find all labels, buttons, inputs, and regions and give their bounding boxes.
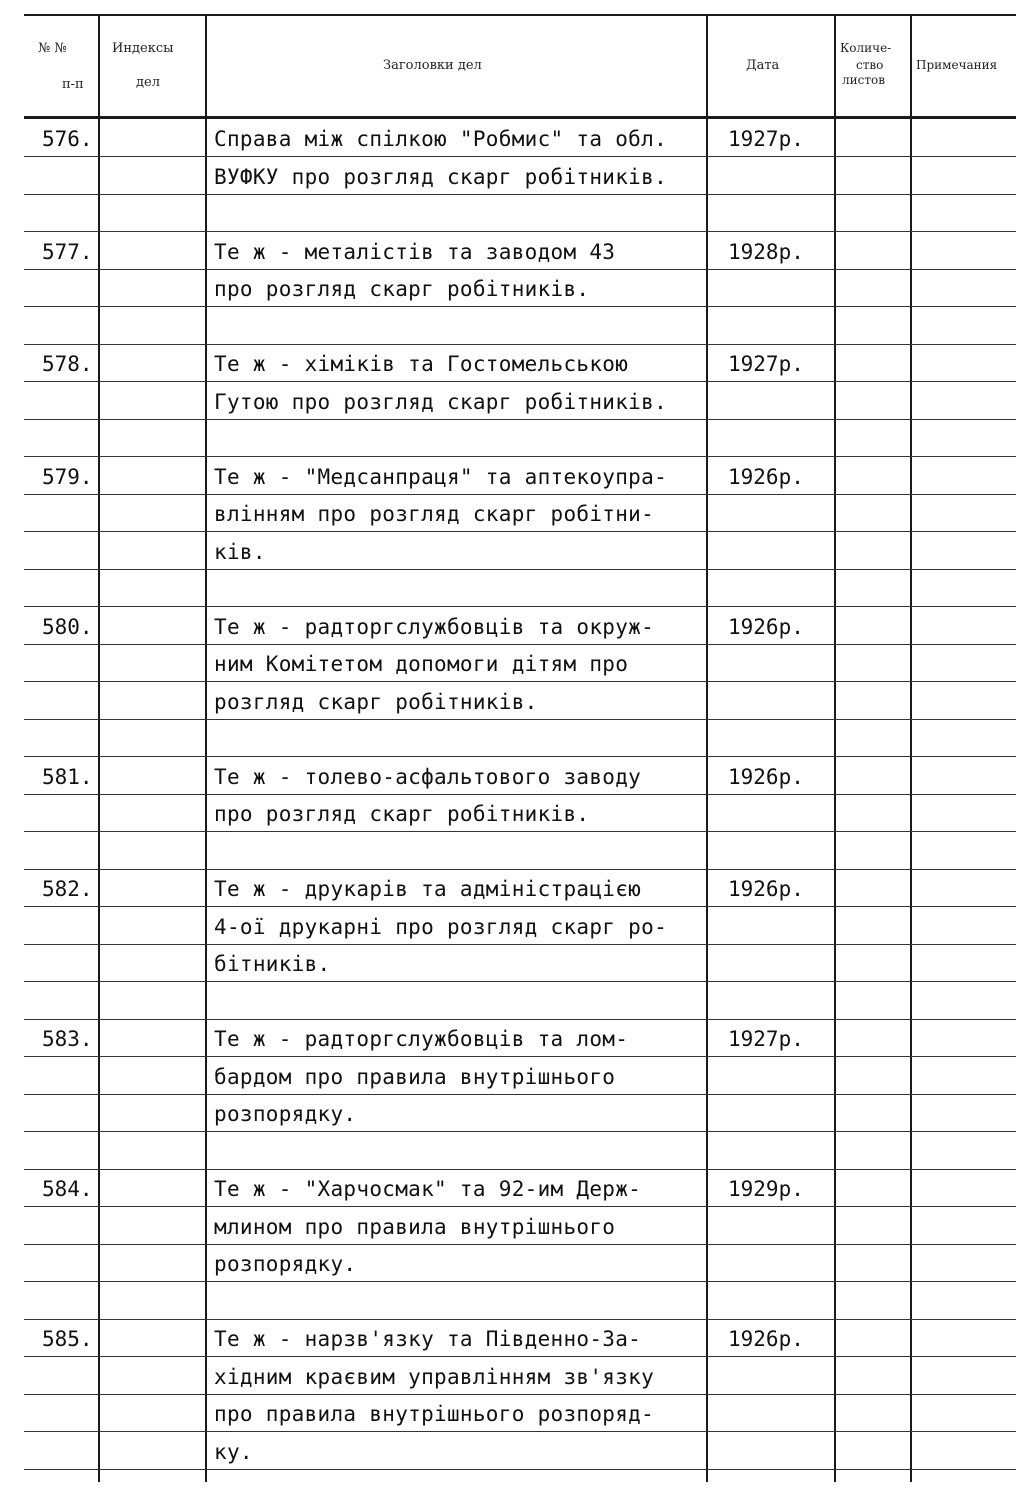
header-title-label: Заголовки дел — [383, 58, 482, 73]
ruled-line — [24, 231, 1016, 232]
entry-date: 1927р. — [728, 1027, 804, 1051]
ruled-line — [24, 1356, 1016, 1357]
ruled-line — [24, 606, 1016, 607]
entry-number: 583. — [42, 1027, 93, 1051]
entry-title-line: Те ж - радторгслужбовців та лом- — [214, 1027, 629, 1051]
entry-date: 1926р. — [728, 614, 804, 639]
ruled-line — [24, 944, 1016, 945]
entry-date: 1926р. — [728, 877, 804, 901]
entry-title-line: про розгляд скарг робітників. — [214, 277, 590, 301]
ruled-line — [24, 681, 1016, 682]
ruled-line — [24, 1206, 1016, 1207]
header-index-label: Индексы — [112, 41, 174, 56]
entry-title-line: розпорядку. — [214, 1252, 357, 1276]
header-sheets-label-2: ство — [856, 58, 884, 72]
ruled-line — [24, 1281, 1016, 1282]
entry-number: 577. — [42, 239, 93, 264]
header-num-label: № № — [38, 41, 67, 56]
ruled-line — [24, 306, 1016, 307]
entry-title-line: млином про правила внутрішнього — [214, 1214, 616, 1239]
entry-title-line: Те ж - радторгслужбовців та окруж- — [214, 614, 655, 639]
entry-title-line: Те ж - хіміків та Гостомельською — [214, 352, 629, 376]
entry-title-line: бітників. — [214, 952, 331, 976]
entry-title-line: 4-ої друкарні про розгляд скарг ро- — [214, 914, 668, 939]
column-divider-title — [205, 14, 207, 1482]
column-divider-index — [98, 14, 100, 1482]
header-date-label: Дата — [746, 58, 780, 73]
ruled-line — [24, 1431, 1016, 1432]
entry-title-line: Справа між спілкою "Робмис" та обл. — [214, 127, 668, 151]
entry-title-line: хідним краєвим управлінням зв'язку — [214, 1364, 655, 1389]
entry-date: 1929р. — [728, 1177, 804, 1201]
entry-title-line: Гутою про розгляд скарг робітників. — [214, 389, 668, 414]
ruled-line — [24, 1244, 1016, 1245]
entry-title-line: Те ж - нарзв'язку та Південно-За- — [214, 1327, 642, 1351]
header-notes-label: Примечания — [916, 58, 998, 72]
entry-date: 1927р. — [728, 352, 804, 376]
entry-title-line: розгляд скарг робітників. — [214, 689, 538, 714]
entry-number: 579. — [42, 464, 93, 489]
entry-title-line: Те ж - толево-асфальтового заводу — [214, 764, 642, 789]
header-index-sub-label: дел — [136, 75, 160, 90]
entry-number: 585. — [42, 1327, 93, 1351]
entry-title-line: ним Комітетом допомоги дітям про — [214, 652, 629, 676]
ruled-line — [24, 531, 1016, 532]
entry-number: 580. — [42, 614, 93, 639]
header-bottom-border — [24, 116, 1016, 119]
ruled-line — [24, 156, 1016, 157]
ruled-line — [24, 419, 1016, 420]
ruled-line — [24, 494, 1016, 495]
entry-date: 1927р. — [728, 127, 804, 151]
column-divider-sheets — [834, 14, 836, 1482]
ruled-line — [24, 1019, 1016, 1020]
ruled-line — [24, 644, 1016, 645]
ruled-line — [24, 344, 1016, 345]
ruled-line — [24, 456, 1016, 457]
entry-date: 1926р. — [728, 1327, 804, 1351]
entry-title-line: ВУФКУ про розгляд скарг робітників. — [214, 164, 668, 189]
entry-title-line: ку. — [214, 1439, 253, 1464]
ruled-line — [24, 194, 1016, 195]
column-divider-date — [706, 14, 708, 1482]
ruled-line — [24, 381, 1016, 382]
header-sheets-label-3: листов — [842, 73, 885, 87]
ruled-line — [24, 269, 1016, 270]
entry-number: 584. — [42, 1177, 93, 1201]
ruled-line — [24, 831, 1016, 832]
ruled-line — [24, 1319, 1016, 1320]
entry-title-line: ків. — [214, 539, 266, 564]
entry-title-line: про розгляд скарг робітників. — [214, 802, 590, 826]
ruled-line — [24, 1469, 1016, 1470]
entry-title-line: про правила внутрішнього розпоряд- — [214, 1402, 655, 1426]
ruled-line — [24, 756, 1016, 757]
ruled-line — [24, 1094, 1016, 1095]
entry-number: 581. — [42, 764, 93, 789]
ruled-line — [24, 719, 1016, 720]
column-divider-notes — [910, 14, 912, 1482]
entry-title-line: розпорядку. — [214, 1102, 357, 1126]
ruled-line — [24, 1394, 1016, 1395]
entry-title-line: Те ж - друкарів та адміністрацією — [214, 877, 642, 901]
entry-title-line: Те ж - "Харчосмак" та 92-им Держ- — [214, 1177, 642, 1201]
header-num-sub-label: п-п — [62, 77, 84, 92]
entry-title-line: Те ж - металістів та заводом 43 — [214, 239, 616, 264]
entry-date: 1926р. — [728, 464, 804, 489]
entry-title-line: бардом про правила внутрішнього — [214, 1064, 616, 1089]
entry-date: 1926р. — [728, 764, 804, 789]
ruled-line — [24, 869, 1016, 870]
ruled-line — [24, 1131, 1016, 1132]
ruled-line — [24, 569, 1016, 570]
ruled-line — [24, 794, 1016, 795]
header-sheets-label-1: Количе- — [840, 41, 892, 55]
entry-number: 582. — [42, 877, 93, 901]
ruled-line — [24, 1056, 1016, 1057]
entry-title-line: Те ж - "Медсанпраця" та аптекоупра- — [214, 464, 668, 489]
ruled-line — [24, 981, 1016, 982]
entry-title-line: влінням про розгляд скарг робітни- — [214, 502, 655, 526]
entry-date: 1928р. — [728, 239, 804, 264]
ruled-line — [24, 1169, 1016, 1170]
ruled-line — [24, 906, 1016, 907]
entry-number: 576. — [42, 127, 93, 151]
entry-number: 578. — [42, 352, 93, 376]
table-top-border — [24, 14, 1016, 16]
